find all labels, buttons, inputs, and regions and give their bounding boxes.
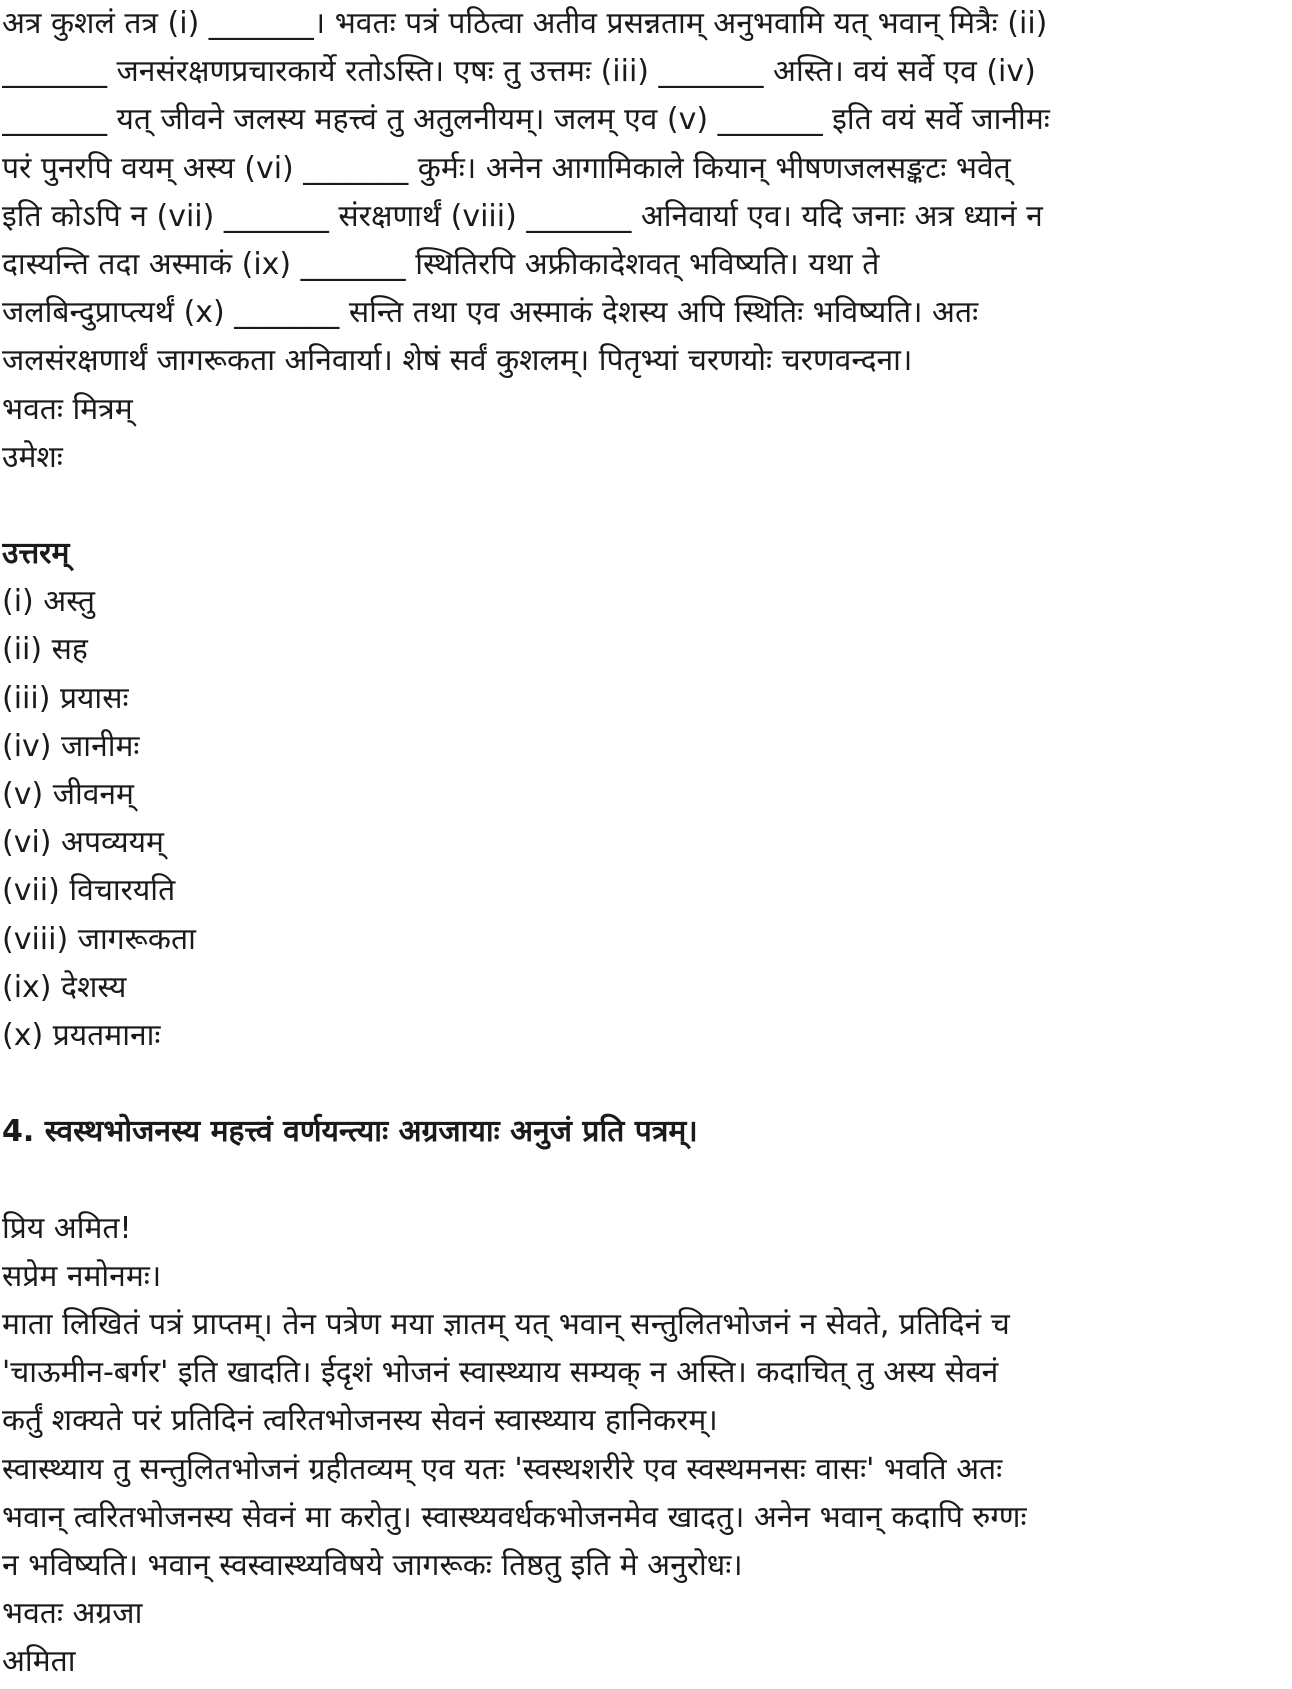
spacer [2,1157,1292,1205]
letter-1-line: _______ यत् जीवने जलस्य महत्त्वं तु अतुलनीयम्। जलम् एव (v) _______ इति वयं सर्वे जानीमः [2,102,1050,138]
letter-1 [2,0,1292,482]
letter-1-line: इति कोऽपि न (vii) _______ संरक्षणार्थं (viii) _______ अनिवार्या एव। यदि जनाः अत्र ध्यानं न [2,198,1043,234]
letter-1-line: _______ जनसंरक्षणप्रचारकार्ये रतोऽस्ति। एषः तु उत्तमः (iii) _______ अस्ति। वयं सर्वे एव (iv) [2,54,1036,90]
letter-2-salutation: प्रिय अमित! [2,1210,132,1246]
letter-1-line: अत्र कुशलं तत्र (i) _______। भवतः पत्रं पठित्वा अतीव प्रसन्नताम् अनुभवामि यत् भवान् मित्रैः (ii) [2,6,1048,41]
letter-2-line: कर्तुं शक्यते परं प्रतिदिनं त्वरितभोजनस्य सेवनं स्वास्थ्याय हानिकरम्। [2,1403,718,1439]
answer-item: (iii) प्रयासः [2,680,129,716]
letter-1-line: जलबिन्दुप्राप्त्यर्थं (x) _______ सन्ति तथा एव अस्माकं देशस्य अपि स्थितिः भविष्यति। अतः [2,295,979,331]
answer-item: (vi) अपव्ययम् [2,825,164,861]
letter-1-line: जलसंरक्षणार्थं जागरूकता अनिवार्या। शेषं सर्वं कुशलम्। पितृभ्यां चरणयोः चरणवन्दना। [2,343,913,379]
letter-2-closing: भवतः अग्रजा [2,1596,143,1632]
answers-section [2,530,1292,1060]
spacer [2,482,1292,530]
letter-2-line: भवान् त्वरितभोजनस्य सेवनं मा करोतु। स्वास्थ्यवर्धकभोजनमेव खादतु। अनेन भवान् कदापि रुग्णः [2,1499,1027,1535]
letter-2-signature: अमिता [2,1644,76,1680]
answer-item: (viii) जागरूकता [2,921,196,957]
letter-1-line: परं पुनरपि वयम् अस्य (vi) _______ कुर्मः। अनेन आगामिकाले कियान् भीषणजलसङ्कटः भवेत् [2,150,1011,186]
answer-item: (ii) सह [2,632,88,668]
answer-item: (x) प्रयतमानाः [2,1017,161,1053]
answer-item: (iv) जानीमः [2,728,140,764]
answer-item: (i) अस्तु [2,584,95,620]
letter-2-line: न भविष्यति। भवान् स्वस्वास्थ्यविषये जागरूकः तिष्ठतु इति मे अनुरोधः। [2,1548,743,1583]
letter-1-signature: उमेशः [2,439,63,475]
question-4-heading: 4. स्वस्थभोजनस्य महत्त्वं वर्णयन्त्याः अग्रजायाः अनुजं प्रति पत्रम्। [2,1114,698,1150]
answers-heading: उत्तरम् [2,536,70,572]
spacer [2,1060,1292,1108]
letter-2-line: माता लिखितं पत्रं प्राप्तम्। तेन पत्रेण मया ज्ञातम् यत् भवान् सन्तुलितभोजनं न सेवते, प्रतिदिनं च [2,1307,1010,1343]
document [2,0,1292,1687]
letter-2 [2,1205,1292,1687]
letter-2-line: 'चाऊमीन-बर्गर' इति खादति। ईदृशं भोजनं स्वास्थ्याय सम्यक् न अस्ति। कदाचित् तु अस्य सेवनं [2,1355,999,1391]
answer-item: (vii) विचारयति [2,873,176,909]
letter-2-line: स्वास्थ्याय तु सन्तुलितभोजनं ग्रहीतव्यम् एव यतः 'स्वस्थशरीरे एव स्वस्थमनसः वासः' भवति अतः [2,1451,1003,1487]
letter-1-line: दास्यन्ति तदा अस्माकं (ix) _______ स्थितिरपि अफ्रीकादेशवत् भविष्यति। यथा ते [2,246,880,282]
answer-item: (v) जीवनम् [2,777,134,812]
answer-item: (ix) देशस्य [2,969,127,1005]
letter-2-greeting: सप्रेम नमोनमः। [2,1258,162,1294]
letter-1-closing: भवतः मित्रम् [2,391,133,427]
